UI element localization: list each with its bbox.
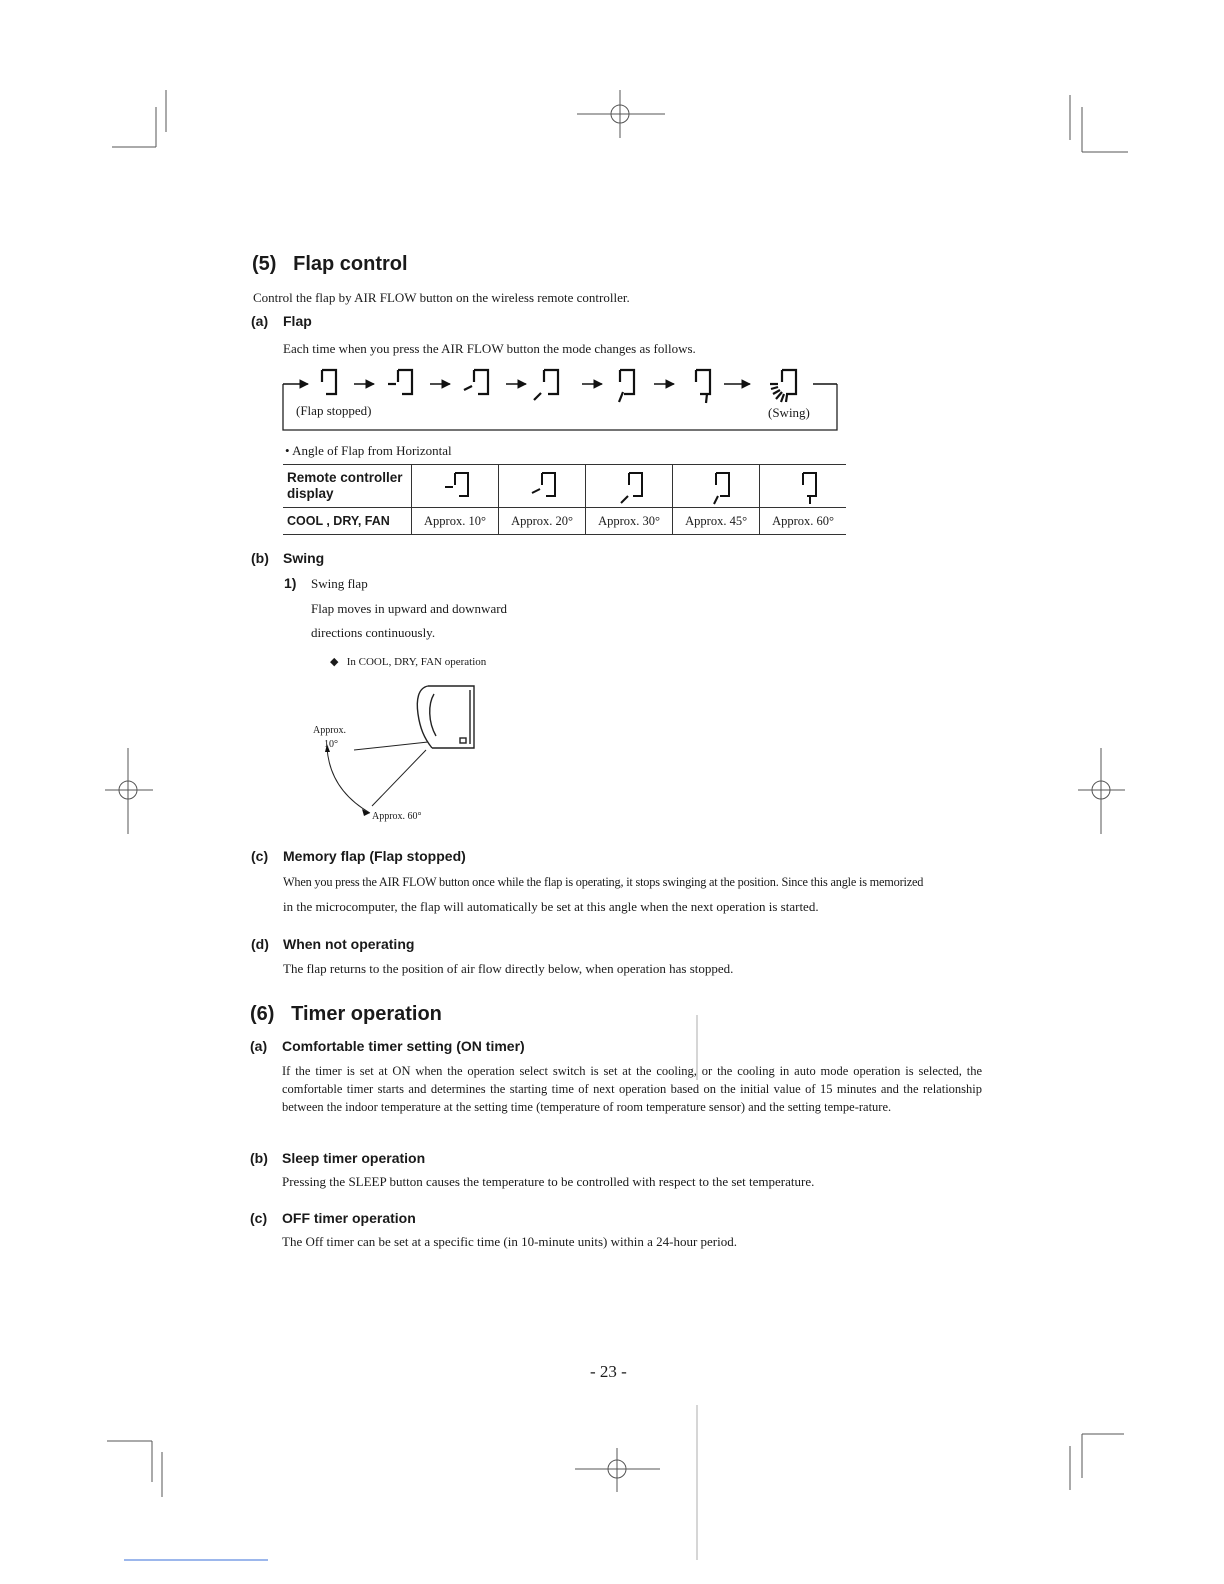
table-cell: Approx. 30°	[586, 508, 673, 535]
flap-horizontal-icon	[322, 370, 336, 394]
table-cell-icon	[673, 465, 760, 508]
section-6-number: (6)	[250, 1003, 275, 1025]
subsection-6a-label: (a)	[250, 1038, 268, 1054]
flap-20-icon	[464, 370, 488, 394]
flap-10-icon	[388, 370, 412, 394]
swing-label: (Swing)	[768, 405, 810, 420]
flap-10-icon	[435, 467, 475, 505]
subsection-6a-text: If the timer is set at ON when the operation select switch is set at the cooling, or the cooling in auto mode operation is selected, the comfortable timer starts and determines the starting time of next operation based on the initial value of 15 minutes and the relationship between the indoor temperature at the setting time (temperature of room temperature sensor) and the setting tempe-rature.	[282, 1064, 982, 1114]
table-row	[283, 508, 846, 535]
section-5-heading	[252, 253, 408, 276]
table-row	[283, 465, 846, 508]
diagram-top-label-1: Approx.	[313, 725, 347, 736]
subsection-5b-heading	[251, 550, 324, 566]
diagram-bottom-label: Approx. 60°	[372, 811, 422, 822]
table-cell: Approx. 20°	[499, 508, 586, 535]
subsection-5a-label: (a)	[251, 313, 269, 329]
mode-note	[330, 655, 486, 668]
swing-item-text-2: directions continuously.	[311, 625, 436, 640]
diagram-top-label-2: 10°	[324, 739, 338, 750]
flap-mode-sequence	[280, 362, 842, 434]
subsection-5d-title: When not operating	[283, 936, 415, 952]
subsection-6a-heading	[250, 1038, 525, 1054]
flap-30-icon	[609, 467, 649, 505]
flap-60-icon	[696, 370, 710, 403]
section-6-title: Timer operation	[291, 1003, 442, 1025]
subsection-6c-title: OFF timer operation	[282, 1210, 416, 1226]
subsection-5a-heading	[251, 313, 312, 329]
subsection-5c-text-2: in the microcomputer, the flap will automatically be set at this angle when the next operation is started.	[283, 899, 819, 914]
flap-stopped-label: (Flap stopped)	[296, 403, 372, 418]
subsection-6c-heading	[250, 1210, 416, 1226]
swing-angle-diagram	[300, 680, 490, 825]
flap-60-icon	[783, 467, 823, 505]
table-row-header: COOL , DRY, FAN	[283, 508, 412, 535]
section-5-number: (5)	[252, 253, 277, 275]
subsection-5d-label: (d)	[251, 936, 269, 952]
subsection-5c-label: (c)	[251, 848, 269, 864]
subsection-5a-text: Each time when you press the AIR FLOW button the mode changes as follows.	[283, 341, 696, 356]
table-cell: Approx. 45°	[673, 508, 760, 535]
table-cell-icon	[586, 465, 673, 508]
subsection-6b-title: Sleep timer operation	[282, 1150, 426, 1166]
subsection-6b-heading	[250, 1150, 425, 1166]
subsection-6b-text: Pressing the SLEEP button causes the temperature to be controlled with respect to the set temperature.	[282, 1174, 815, 1189]
section-5-title: Flap control	[293, 253, 408, 275]
flap-angle-table	[283, 464, 846, 535]
subsection-6c-text: The Off timer can be set at a specific time (in 10-minute units) within a 24-hour period.	[282, 1234, 737, 1249]
subsection-5d-text: The flap returns to the position of air flow directly below, when operation has stopped.	[283, 961, 734, 976]
swing-item-text-1: Flap moves in upward and downward	[311, 601, 508, 616]
section-5-intro: Control the flap by AIR FLOW button on the wireless remote controller.	[253, 290, 630, 305]
flap-30-icon	[534, 370, 558, 400]
subsection-5b-label: (b)	[251, 550, 269, 566]
subsection-5c-text-1: When you press the AIR FLOW button once while the flap is operating, it stops swinging at the position. Since this angle is memorized	[283, 875, 924, 889]
subsection-6a-title: Comfortable timer setting (ON timer)	[282, 1038, 525, 1054]
diamond-bullet-icon: ◆	[330, 656, 339, 668]
subsection-5c-heading	[251, 848, 466, 864]
subsection-5a-title: Flap	[283, 313, 312, 329]
subsection-6b-label: (b)	[250, 1150, 268, 1166]
indoor-unit-icon	[417, 686, 474, 748]
mode-note-text: In COOL, DRY, FAN operation	[346, 656, 487, 668]
page-number: - 23 -	[590, 1362, 627, 1381]
flap-45-icon	[619, 370, 634, 402]
swing-item-number: 1)	[284, 575, 297, 591]
table-cell: Approx. 10°	[412, 508, 499, 535]
subsection-5d-heading	[251, 936, 414, 952]
flap-45-icon	[696, 467, 736, 505]
table-row-header: Remote controller display	[283, 465, 412, 508]
subsection-6c-label: (c)	[250, 1210, 268, 1226]
flap-20-icon	[522, 467, 562, 505]
swing-item-title: Swing flap	[311, 576, 368, 591]
table-cell-icon	[412, 465, 499, 508]
subsection-5c-title: Memory flap (Flap stopped)	[283, 848, 466, 864]
table-cell-icon	[760, 465, 846, 508]
section-6-heading	[250, 1003, 442, 1026]
subsection-5b-title: Swing	[283, 550, 325, 566]
table-cell: Approx. 60°	[760, 508, 846, 535]
table-cell-icon	[499, 465, 586, 508]
angle-caption: • Angle of Flap from Horizontal	[285, 443, 452, 458]
flap-swing-icon	[770, 370, 796, 402]
